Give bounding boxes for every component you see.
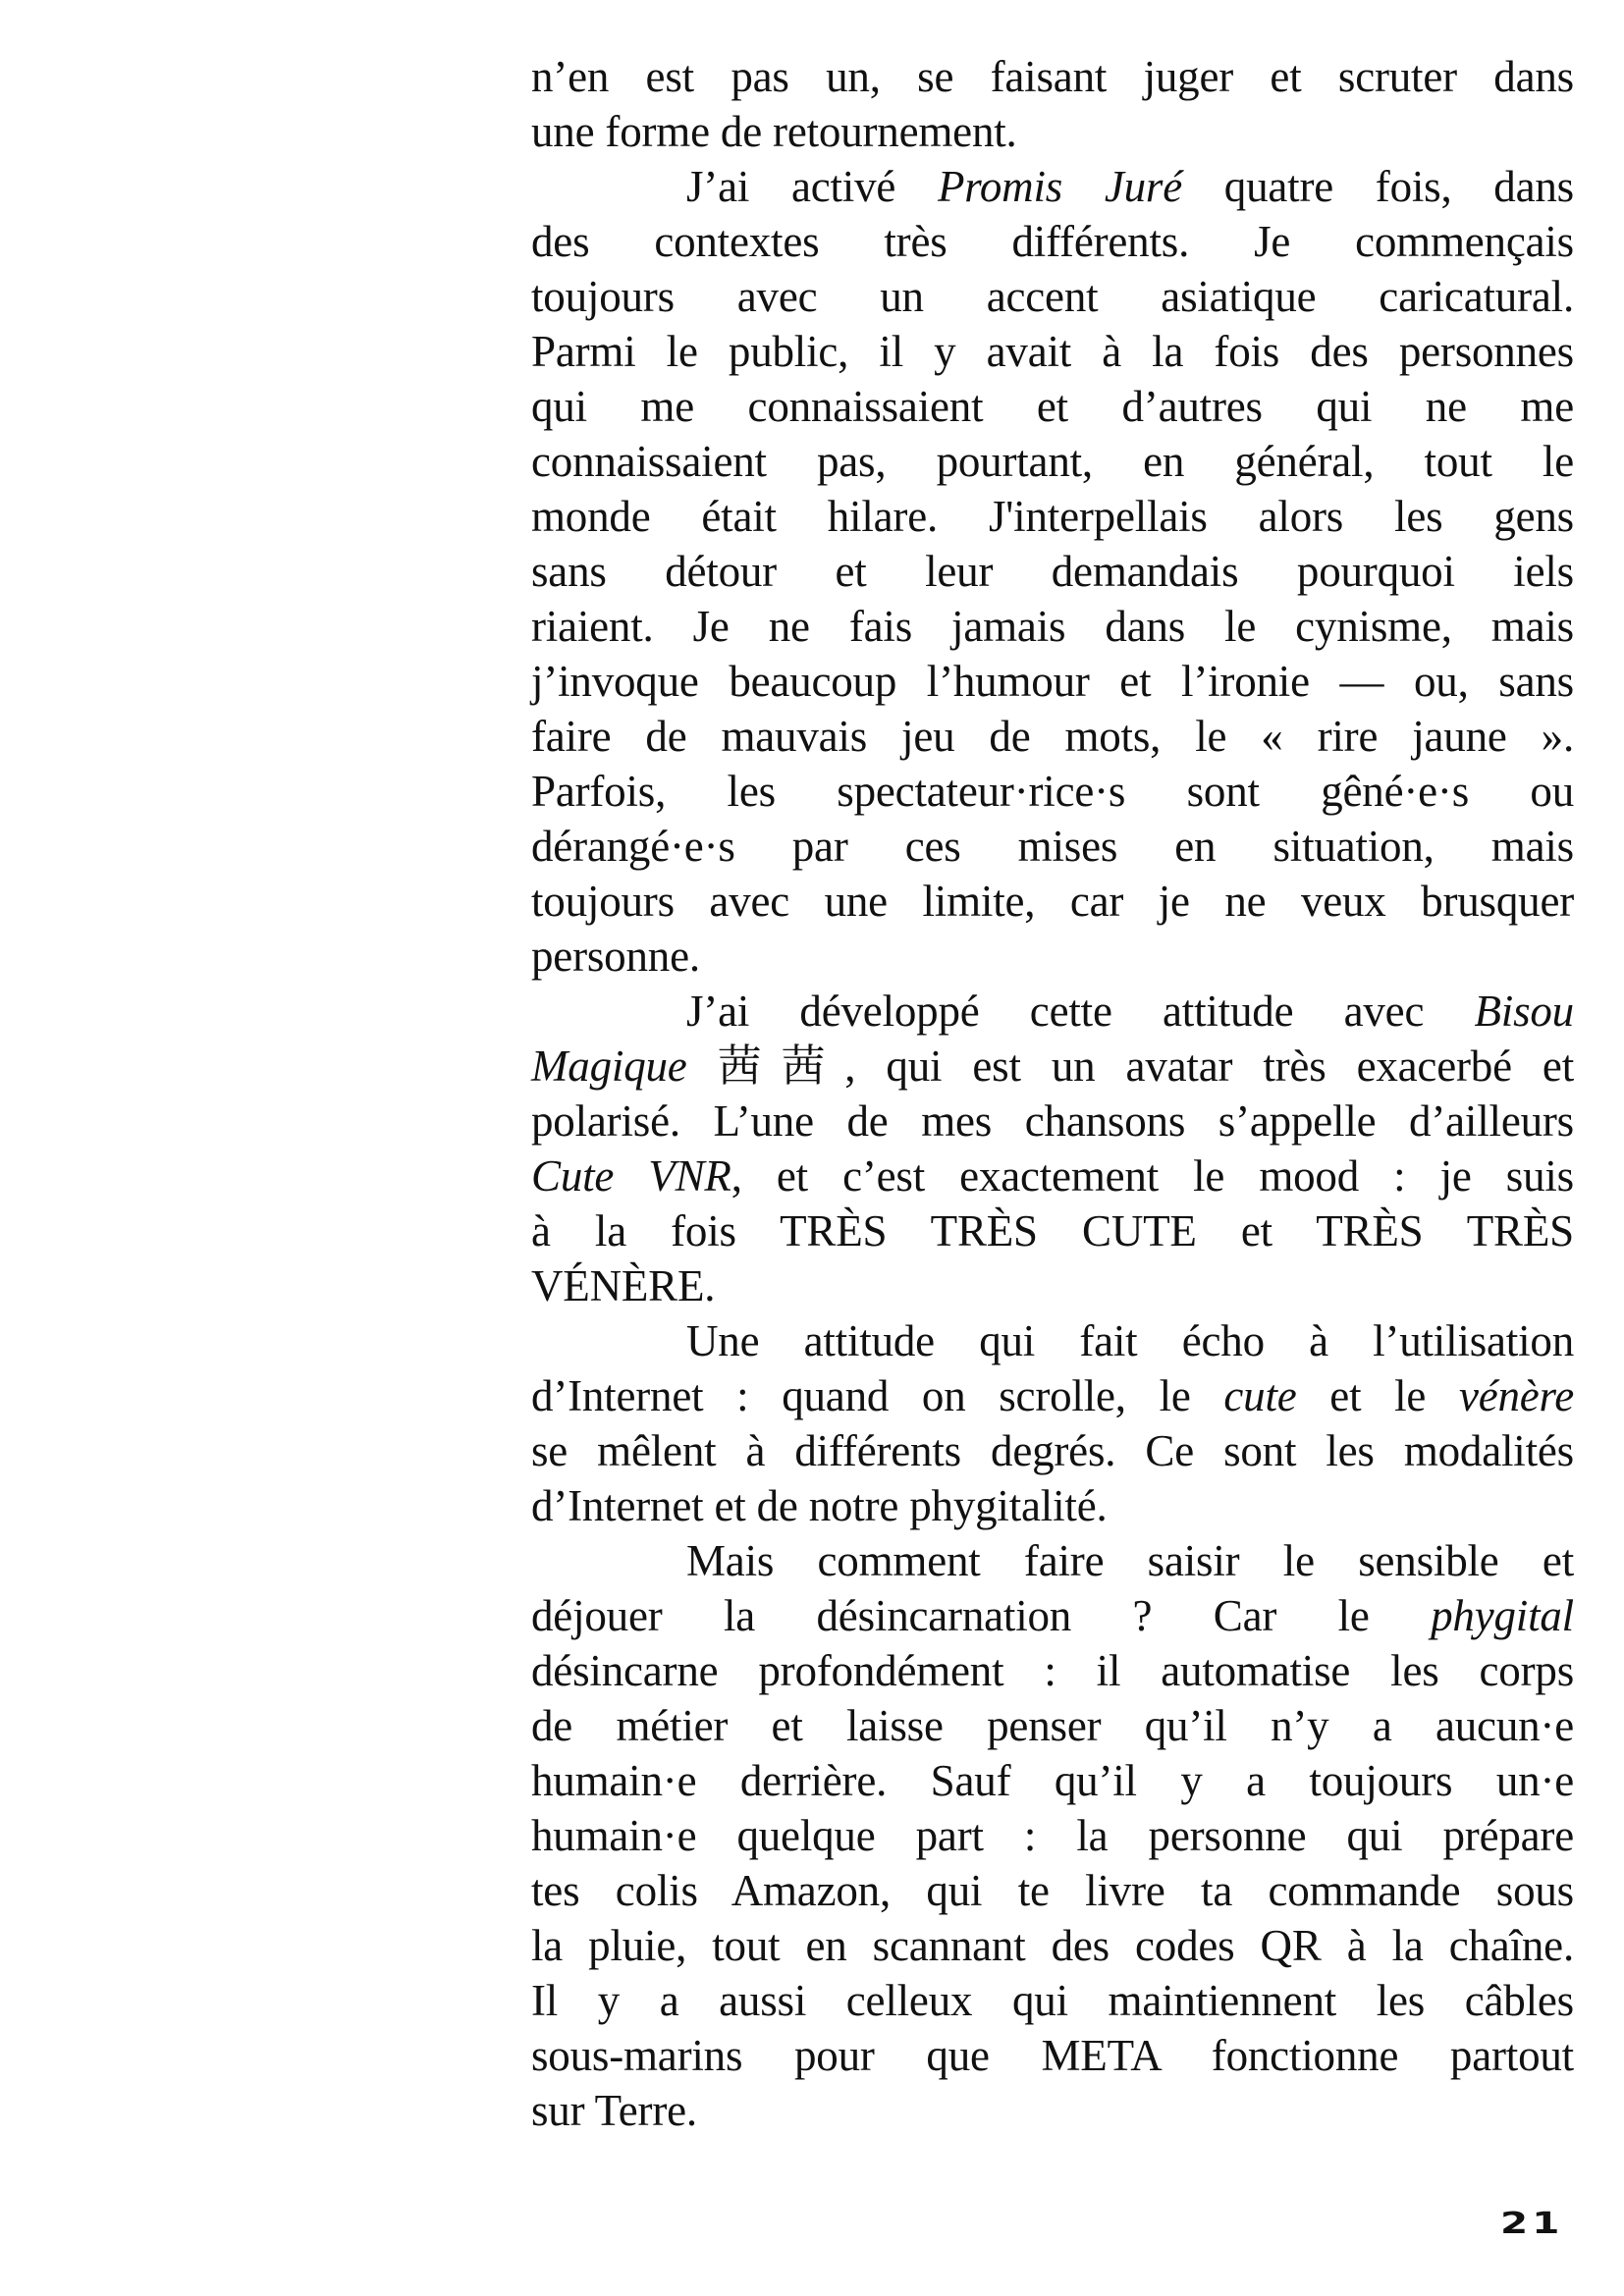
italic-text: Magique <box>531 1041 687 1091</box>
text-line <box>531 269 1574 324</box>
text-segment: Il y a aussi celleux qui maintiennent les câbles <box>531 1976 1574 2025</box>
text-segment: personne. <box>531 932 700 981</box>
paragraph <box>531 159 1574 984</box>
italic-text: phygital <box>1431 1591 1574 1640</box>
text-line <box>531 379 1574 434</box>
paragraph <box>531 984 1574 1313</box>
text-line <box>531 1973 1574 2028</box>
text-line <box>531 984 1574 1039</box>
text-segment: désincarne profondément : il automatise les corps <box>531 1646 1574 1695</box>
text-line <box>531 544 1574 599</box>
text-segment: j’invoque beaucoup l’humour et l’ironie — ou, sans <box>531 657 1574 706</box>
italic-text: Promis Juré <box>937 162 1183 211</box>
text-segment: déjouer la désincarnation ? Car le <box>531 1591 1432 1640</box>
text-line <box>531 1808 1574 1863</box>
text-segment: Parmi le public, il y avait à la fois des personnes <box>531 327 1574 376</box>
text-line <box>531 1863 1574 1918</box>
text-line <box>531 324 1574 379</box>
text-segment: humain·e derrière. Sauf qu’il y a toujours un·e <box>531 1756 1574 1805</box>
text-segment: VÉNÈRE. <box>531 1261 716 1310</box>
text-segment: sur Terre. <box>531 2086 697 2135</box>
paragraph <box>531 1313 1574 1533</box>
text-line <box>531 1148 1574 1203</box>
text-segment: d’Internet et de notre phygitalité. <box>531 1481 1108 1530</box>
text-line <box>531 2028 1574 2083</box>
text-line <box>531 764 1574 819</box>
text-line <box>531 1643 1574 1698</box>
text-line <box>531 1368 1574 1423</box>
text-line <box>531 874 1574 929</box>
italic-text: Cute VNR <box>531 1151 731 1201</box>
text-segment: sous-marins pour que META fonctionne partout <box>531 2031 1574 2080</box>
text-line <box>531 1698 1574 1753</box>
text-segment: Une attitude qui fait écho à l’utilisation <box>686 1316 1574 1365</box>
text-line <box>531 1588 1574 1643</box>
text-line <box>531 2083 1574 2138</box>
text-line <box>531 1094 1574 1148</box>
text-line <box>531 819 1574 874</box>
text-segment: d’Internet : quand on scrolle, le <box>531 1371 1224 1420</box>
text-line <box>531 1313 1574 1368</box>
text-segment: Mais comment faire saisir le sensible et <box>686 1536 1574 1585</box>
text-segment: n’en est pas un, se faisant juger et scruter dans <box>531 52 1574 101</box>
text-line <box>531 1533 1574 1588</box>
text-line <box>531 1753 1574 1808</box>
text-line <box>531 104 1574 159</box>
text-segment: la pluie, tout en scannant des codes QR à la chaîne. <box>531 1921 1574 1970</box>
text-segment: connaissaient pas, pourtant, en général, tout le <box>531 437 1574 486</box>
text-segment: J’ai activé <box>686 162 938 211</box>
body-text <box>531 49 1574 2138</box>
text-segment: toujours avec une limite, car je ne veux brusquer <box>531 877 1574 926</box>
italic-text: Bisou <box>1474 987 1574 1036</box>
text-segment: tes colis Amazon, qui te livre ta commande sous <box>531 1866 1574 1915</box>
text-segment: une forme de retournement. <box>531 107 1017 156</box>
paragraph <box>531 1533 1574 2138</box>
text-line <box>531 159 1574 214</box>
text-line <box>531 654 1574 709</box>
text-segment: sans détour et leur demandais pourquoi iels <box>531 547 1574 596</box>
text-line <box>531 49 1574 104</box>
text-segment: monde était hilare. J'interpellais alors les gens <box>531 492 1574 541</box>
text-line <box>531 709 1574 764</box>
text-line <box>531 1423 1574 1478</box>
italic-text: vénère <box>1458 1371 1574 1420</box>
text-line <box>531 214 1574 269</box>
text-line <box>531 1918 1574 1973</box>
text-segment: toujours avec un accent asiatique caricatural. <box>531 272 1574 321</box>
text-segment: des contextes très différents. Je commençais <box>531 217 1574 266</box>
text-segment: qui me connaissaient et d’autres qui ne me <box>531 382 1574 431</box>
text-line <box>531 929 1574 984</box>
text-line <box>531 599 1574 654</box>
text-line <box>531 434 1574 489</box>
text-line <box>531 1203 1574 1258</box>
text-line <box>531 1478 1574 1533</box>
text-segment: à la fois TRÈS TRÈS CUTE et TRÈS TRÈS <box>531 1206 1574 1255</box>
text-segment: 茜茜, qui est un avatar très exacerbé et <box>686 1041 1574 1091</box>
page-number: 21 <box>1500 2207 1564 2241</box>
text-segment: faire de mauvais jeu de mots, le « rire jaune ». <box>531 712 1574 761</box>
text-segment: riaient. Je ne fais jamais dans le cynisme, mais <box>531 602 1574 651</box>
text-line <box>531 1039 1574 1094</box>
text-segment: , et c’est exactement le mood : je suis <box>731 1151 1574 1201</box>
text-segment: J’ai développé cette attitude avec <box>686 987 1475 1036</box>
text-segment: de métier et laisse penser qu’il n’y a aucun·e <box>531 1701 1574 1750</box>
text-line <box>531 1258 1574 1313</box>
paragraph <box>531 49 1574 159</box>
text-segment: et le <box>1296 1371 1459 1420</box>
text-segment: humain·e quelque part : la personne qui prépare <box>531 1811 1574 1860</box>
text-segment: quatre fois, dans <box>1182 162 1574 211</box>
italic-text: cute <box>1223 1371 1297 1420</box>
text-line <box>531 489 1574 544</box>
text-segment: se mêlent à différents degrés. Ce sont les modalités <box>531 1426 1574 1475</box>
text-segment: Parfois, les spectateur·rice·s sont gêné·e·s ou <box>531 767 1574 816</box>
text-segment: polarisé. L’une de mes chansons s’appelle d’ailleurs <box>531 1096 1574 1146</box>
text-segment: dérangé·e·s par ces mises en situation, mais <box>531 822 1574 871</box>
